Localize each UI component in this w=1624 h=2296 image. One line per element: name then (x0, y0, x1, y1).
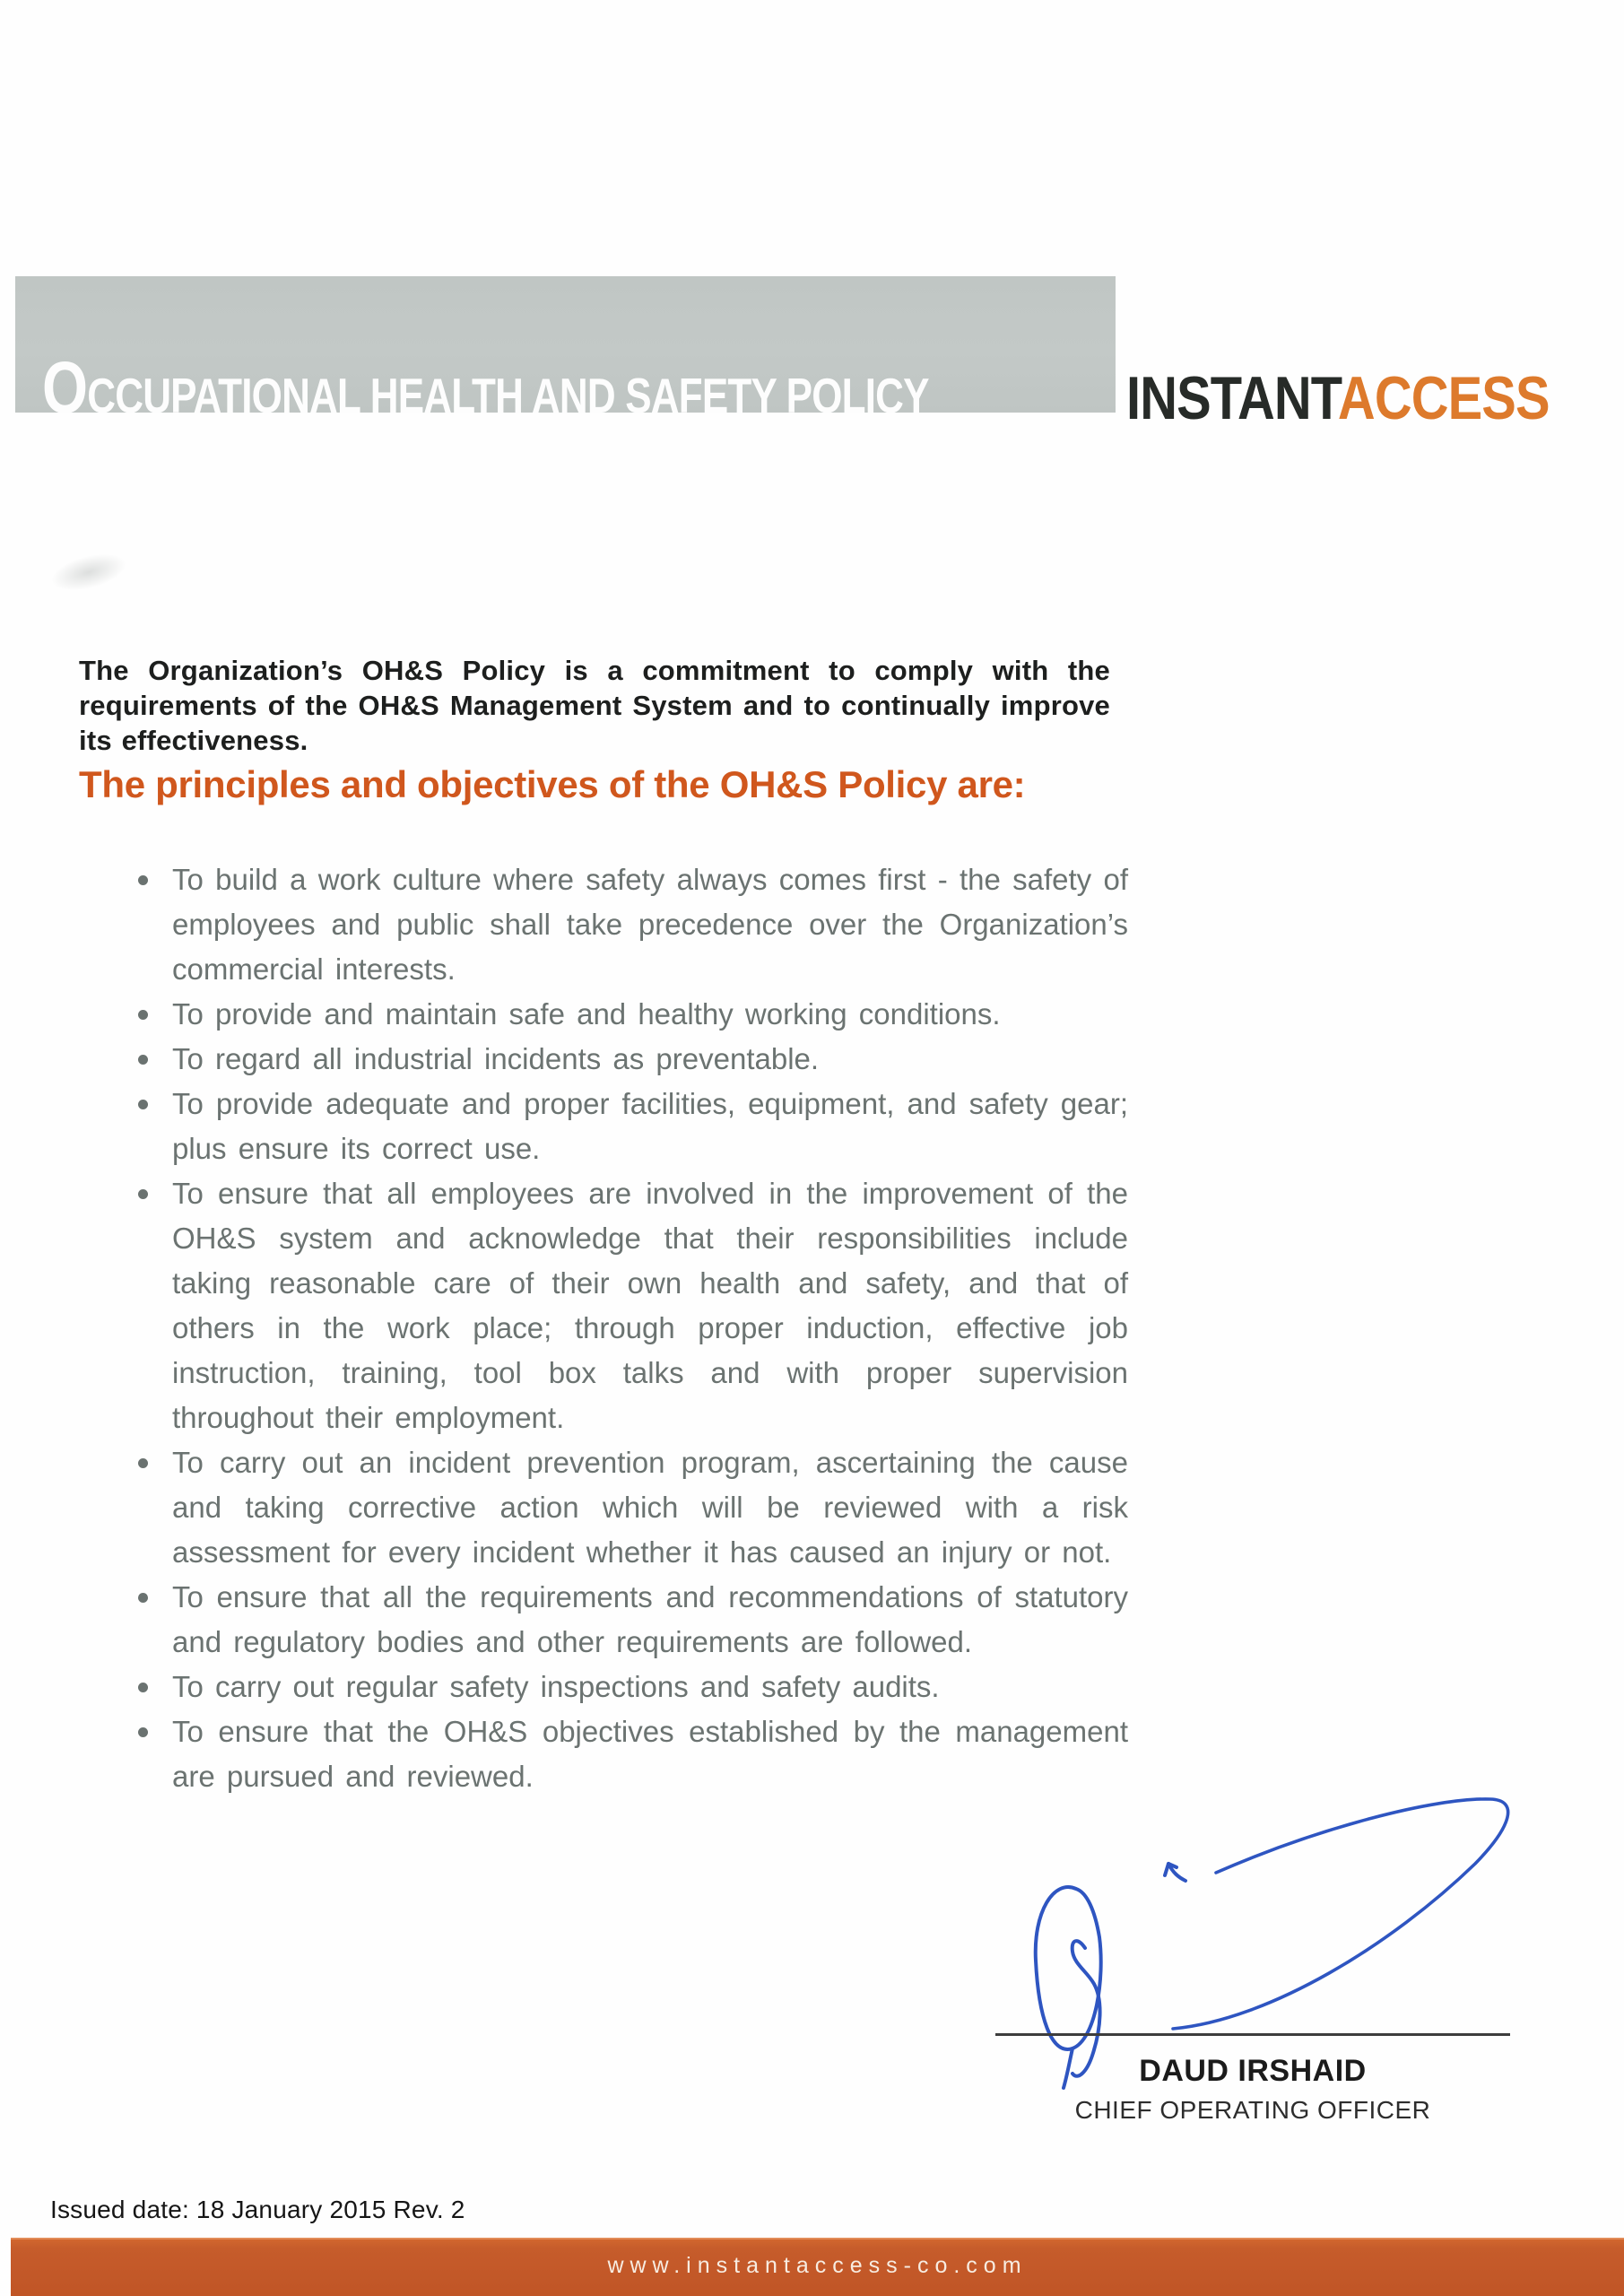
bullet-text: To provide adequate and proper facilities, equipment, and safety gear; plus ensure its correct use. (172, 1087, 1128, 1165)
issued-date: Issued date: 18 January 2015 Rev. 2 (50, 2196, 465, 2223)
logo-access: ACCESS (1337, 364, 1550, 432)
page-title-initial: O (42, 347, 88, 429)
bullet-icon (138, 1683, 148, 1692)
policy-bullet-item (136, 1575, 1128, 1665)
bullet-icon (138, 1727, 148, 1737)
company-logo (1126, 364, 1550, 432)
policy-bullet-item (136, 1171, 1128, 1440)
signatory-title: CHIEF OPERATING OFFICER (1074, 2096, 1431, 2124)
scan-smudge (48, 547, 130, 597)
bullet-icon (138, 1593, 148, 1603)
policy-bullet-item (136, 1082, 1128, 1171)
policy-bullet-list (136, 857, 1128, 1799)
footer-bar (11, 2238, 1624, 2296)
bullet-text: To carry out an incident prevention program, ascertaining the cause and taking corrective action which will be reviewed with a risk assessment for every incident whether it has caused an injury or not. (172, 1446, 1128, 1569)
signatory-name: DAUD IRSHAID (1139, 2054, 1367, 2088)
bullet-icon (138, 1010, 148, 1020)
policy-bullet-item (136, 1037, 1128, 1082)
website-url: www.instantaccess-co.com (607, 2253, 1028, 2278)
page-title (42, 347, 929, 429)
policy-bullet-item (136, 1665, 1128, 1709)
bullet-icon (138, 1189, 148, 1199)
signatory-block (995, 2050, 1510, 2129)
bullet-text: To carry out regular safety inspections and safety audits. (172, 1670, 940, 1703)
bullet-text: To provide and maintain safe and healthy working conditions. (172, 997, 1001, 1031)
bullet-icon (138, 1458, 148, 1468)
policy-bullet-item (136, 1440, 1128, 1575)
bullet-text: To ensure that all employees are involved in the improvement of the OH&S system and acknowledge that their responsibilities include taking reasonable care of their own health and safety, and that of others in the work place; through proper induction, effective job instruction, training, tool box talks and with proper supervision throughout their employment. (172, 1177, 1128, 1434)
bullet-text: To build a work culture where safety always comes first - the safety of employees and public shall take precedence over the Organization’s commercial interests. (172, 863, 1128, 986)
signature-line (995, 2033, 1510, 2036)
intro-paragraph: The Organization’s OH&S Policy is a commitment to comply with the requirements of the OH&S Management System and to continually improve its effectiveness. (79, 655, 1110, 756)
bullet-icon (138, 1055, 148, 1065)
bullet-icon (138, 1100, 148, 1109)
page-title-rest: CCUPATIONAL HEALTH AND SAFETY POLICY (87, 368, 929, 423)
principles-heading: The principles and objectives of the OH&S Policy are: (79, 763, 1026, 805)
logo-instant: INSTANT (1126, 364, 1338, 432)
bullet-text: To ensure that all the requirements and recommendations of statutory and regulatory bodies and other requirements are followed. (172, 1580, 1128, 1658)
bullet-icon (138, 875, 148, 885)
policy-bullet-item (136, 1709, 1128, 1799)
bullet-text: To ensure that the OH&S objectives established by the management are pursued and reviewed. (172, 1715, 1128, 1793)
bullet-text: To regard all industrial incidents as preventable. (172, 1042, 820, 1075)
policy-bullet-item (136, 992, 1128, 1037)
header-banner (15, 276, 1116, 429)
policy-bullet-item (136, 857, 1128, 992)
